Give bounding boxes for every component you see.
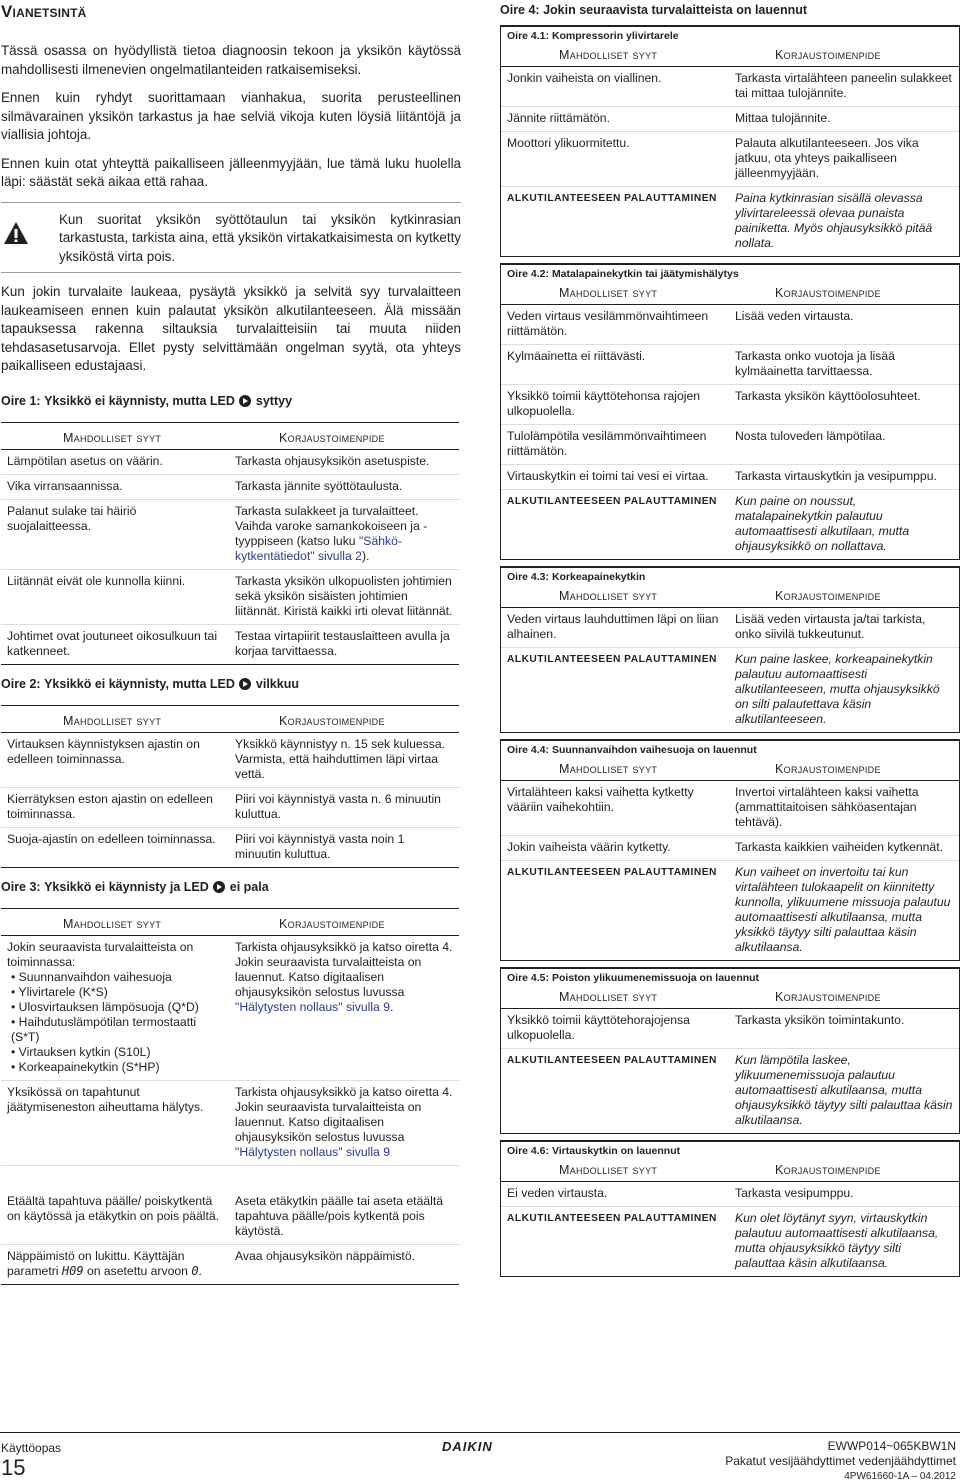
subsection-label: Oire 4.5: Poiston ylikuumenemissuoja on lauennut: [507, 972, 760, 984]
oire4-1-box: [500, 25, 960, 257]
col-header-causes: Mahdolliset syyt: [1, 422, 229, 449]
subsection-label: Oire 4.3: Korkeapainekytkin: [507, 571, 646, 583]
table-row: Etäältä tapahtuva päälle/ poiskytkentä on käytössä ja etäkytkin on pois päältä. Aseta etäkytkin päälle tai aseta etäältä tapahtuva päälle/pois kytkentä pois käytöstä.: [1, 1165, 459, 1244]
col-header-actions: Korjaustoimenpide: [229, 422, 459, 449]
cross-reference-link[interactable]: "Hälytysten nollaus" sivulla 9: [235, 1144, 390, 1159]
table-row: Kierrätyksen eston ajastin on edelleen toiminnassa. Piiri voi käynnistyä vasta n. 6 minuutin kuluttua.: [1, 787, 459, 827]
col-header-actions: Korjaustoimenpide: [729, 282, 959, 305]
brand-logo: DAIKIN: [442, 1439, 493, 1454]
list-item: • Ulosvirtauksen lämpösuoja (Q*D): [11, 1000, 223, 1015]
led-indicator-icon: [239, 395, 251, 407]
table-row: Ei veden virtausta. Tarkasta vesipumppu.: [501, 1182, 959, 1207]
subsection-label: Oire 4.2: Matalapainekytkin tai jäätymishälytys: [507, 268, 739, 280]
table-row: Kylmäainetta ei riittävästi. Tarkasta onko vuotoja ja lisää kylmäainetta tarvittaessa.: [501, 345, 959, 385]
oire2-table: [1, 705, 459, 868]
oire4-title: Oire 4: Jokin seuraavista turvalaitteista on lauennut: [500, 3, 808, 17]
table-row: Lämpötilan asetus on väärin. Tarkasta ohjausyksikön asetuspiste.: [1, 449, 459, 474]
reset-row: ALKUTILANTEESEEN PALAUTTAMINEN Kun paine on noussut, matalapainekytkin palautuu automaattisesti alkutilaan, mutta ohjausyksikkö on nollattava.: [501, 490, 959, 560]
col-header-actions: Korjaustoimenpide: [729, 585, 959, 608]
list-item: • Ylivirtarele (K*S): [11, 985, 223, 1000]
oire1-table: [1, 422, 459, 665]
oire4-5-box: [500, 967, 960, 1134]
list-item: • Suunnanvaihdon vaihesuoja: [11, 970, 223, 985]
segment-display-value: H09: [61, 1263, 84, 1278]
page-footer: [0, 1432, 960, 1481]
table-row: Yksikkö toimii käyttötehorajojensa ulkopuolella. Tarkasta yksikön toimintakunto.: [501, 1009, 959, 1049]
col-header-causes: Mahdolliset syyt: [1, 705, 229, 732]
col-header-causes: Mahdolliset syyt: [1, 908, 229, 935]
col-header-causes: Mahdolliset syyt: [501, 1159, 729, 1182]
col-header-causes: Mahdolliset syyt: [501, 986, 729, 1009]
right-column: [500, 0, 960, 1283]
table-row: Vika virransaannissa. Tarkasta jännite syöttötaulusta.: [1, 474, 459, 499]
table-row: Yksikkö toimii käyttötehonsa rajojen ulkopuolella. Tarkasta yksikön käyttöolosuhteet.: [501, 385, 959, 425]
page-number: 15: [1, 1455, 26, 1480]
product-name: Pakatut vesijäähdyttimet vedenjäähdyttimet: [725, 1454, 956, 1468]
oire4-3-box: [500, 566, 960, 733]
oire4-6-box: [500, 1140, 960, 1277]
safety-paragraph: Kun jokin turvalaite laukeaa, pysäytä yksikkö ja selvitä syy turvalaitteen laukeamiseen ennen kuin palautat yksikön alkutilanteeseen. Älä missään tapauksessa rakenna siltauksia turvalaitteisiin tai muuta niiden tehdasasetusarvoja. Ellet pysty selvittämään ongelman syytä, ota yhteys paikalliseen edustajaasi.: [1, 284, 461, 373]
col-header-actions: Korjaustoimenpide: [229, 908, 459, 935]
list-item: • Haihdutuslämpötilan termostaatti (S*T): [11, 1015, 223, 1045]
col-header-causes: Mahdolliset syyt: [501, 44, 729, 67]
led-indicator-icon: [239, 678, 251, 690]
table-row: Tulolämpötila vesilämmönvaihtimeen riittämätön. Nosta tuloveden lämpötilaa.: [501, 425, 959, 465]
led-indicator-icon: [213, 881, 225, 893]
document-code: 4PW61660-1A – 04.2012: [844, 1471, 956, 1481]
list-item: • Korkeapainekytkin (S*HP): [11, 1060, 223, 1075]
footer-manual-label: Käyttöopas: [1, 1441, 62, 1455]
cross-reference-link[interactable]: "Hälytysten nollaus" sivulla 9: [235, 999, 390, 1014]
table-row: Yksikössä on tapahtunut jäätymiseneston aiheuttama hälytys. Tarkista ohjausyksikkö ja katso oiretta 4. Jokin seuraavista turvalaitteista on lauennut. Katso digitaalisen ohjausyksikön selostus luvussa "Hälytysten nollaus" sivulla 9: [1, 1080, 459, 1165]
oire4-4-box: [500, 739, 960, 961]
table-row: Jonkin vaiheista on viallinen. Tarkasta virtalähteen paneelin sulakkeet tai mittaa tulojännite.: [501, 67, 959, 107]
reset-row: ALKUTILANTEESEEN PALAUTTAMINEN Kun lämpötila laskee, ylikuumenemissuoja palautuu automaattisesti alkutilaansa, mutta ohjausyksikkö täytyy silti palauttaa käsin alkutilaansa.: [501, 1049, 959, 1134]
section-title: Vianetsintä: [1, 2, 87, 21]
warning-box: [1, 202, 461, 274]
oire3-title: Oire 3: Yksikkö ei käynnisty ja LED ei pala: [1, 879, 269, 894]
model-code: EWWP014~065KBW1N: [827, 1439, 956, 1453]
reset-row: ALKUTILANTEESEEN PALAUTTAMINEN Kun vaiheet on invertoitu tai kun virtalähteen tulokaapelit on kiinnitetty kunnolla, ylikuumene missuoja palautuu automaattisesti alkutilaansa, mutta yksikkö täytyy silti palauttaa käsin alkutilaansa.: [501, 861, 959, 961]
left-column: [1, 0, 461, 1285]
table-row: Virtalähteen kaksi vaihetta kytketty vääriin vaihekohtiin. Invertoi virtalähteen kaksi vaihetta (ammattitaitoisen sähköasentajan tehtävä).: [501, 781, 959, 836]
list-item: • Virtauksen kytkin (S10L): [11, 1045, 223, 1060]
table-row: Jokin vaiheista väärin kytketty. Tarkasta kaikkien vaiheiden kytkennät.: [501, 836, 959, 861]
table-row: Jännite riittämätön. Mittaa tulojännite.: [501, 107, 959, 132]
warning-text: Kun suoritat yksikön syöttötaulun tai yksikön kytkinrasian tarkastusta, tarkista aina, että yksikön virtakatkaisimesta on kytketty yksiköstä virta pois.: [59, 211, 461, 264]
col-header-actions: Korjaustoimenpide: [229, 705, 459, 732]
oire3-table: [1, 908, 459, 1285]
col-header-causes: Mahdolliset syyt: [501, 282, 729, 305]
oire4-2-box: [500, 263, 960, 560]
warning-triangle-icon: [1, 211, 59, 267]
col-header-causes: Mahdolliset syyt: [501, 585, 729, 608]
safety-device-list: [7, 970, 223, 1075]
col-header-actions: Korjaustoimenpide: [729, 986, 959, 1009]
footer-doc-info: [725, 1439, 956, 1481]
table-row: Suoja-ajastin on edelleen toiminnassa. Piiri voi käynnistyä vasta noin 1 minuutin kuluttua.: [1, 827, 459, 867]
intro-paragraph-2: Ennen kuin ryhdyt suorittamaan vianhakua, suorita perusteellinen silmävarainen yksikön tarkastus ja hae selviä vikoja kuten löysiä liitäntöjä ja viallisia johtoja.: [1, 90, 461, 142]
table-row: Virtauksen käynnistyksen ajastin on edelleen toiminnassa. Yksikkö käynnistyy n. 15 sek kuluessa. Varmista, että haihduttimen läpi virtaa vettä.: [1, 732, 459, 787]
table-row: Palanut sulake tai häiriö suojalaitteessa. Tarkasta sulakkeet ja turvalaitteet. Vaihda varoke samankokoiseen ja -tyyppiseen (katso luku "Sähkö-kytkentätiedot" sivulla 2).: [1, 499, 459, 569]
table-row: Virtauskytkin ei toimi tai vesi ei virtaa. Tarkasta virtauskytkin ja vesipumppu.: [501, 465, 959, 490]
table-row: Liitännät eivät ole kunnolla kiinni. Tarkasta yksikön ulkopuolisten johtimien sekä yksikön sisäisten johtimien liitännät. Kiristä kaikki irti olevat liitännät.: [1, 569, 459, 624]
table-row: Johtimet ovat joutuneet oikosulkuun tai katkenneet. Testaa virtapiirit testauslaitteen avulla ja korjaa tarvittaessa.: [1, 624, 459, 664]
table-row: Moottori ylikuormitettu. Palauta alkutilanteeseen. Jos vika jatkuu, ota yhteys paikalliseen jälleenmyyjään.: [501, 132, 959, 187]
intro-paragraph-3: Ennen kuin otat yhteyttä paikalliseen jälleenmyyjään, lue tämä luku huolella läpi: säästät sekä aikaa että rahaa.: [1, 155, 461, 189]
table-row: Jokin seuraavista turvalaitteista on toiminnassa: • Suunnanvaihdon vaihesuoja • Ylivirtarele (K*S) • Ulosvirtauksen lämpösuoja (Q*D) • Haihdutuslämpötilan termostaatti (S*T) • Virtauksen kytkin (S10L) • Korkeapainekytkin (S*HP) Tarkista ohjausyksikkö ja katso oiretta 4. Jokin seuraavista turvalaitteista on lauennut. Katso digitaalisen ohjausyksikön selostus luvussa "Hälytysten nollaus" sivulla 9.: [1, 935, 459, 1080]
col-header-actions: Korjaustoimenpide: [729, 1159, 959, 1182]
table-row: Veden virtaus vesilämmönvaihtimeen riittämätön. Lisää veden virtausta.: [501, 305, 959, 345]
intro-paragraph-1: Tässä osassa on hyödyllistä tietoa diagnoosin tekoon ja yksikön käytössä mahdollisesti ilmenevien ongelmatilanteiden ratkaisemiseksi.: [1, 43, 461, 77]
reset-row: ALKUTILANTEESEEN PALAUTTAMINEN Kun paine laskee, korkeapainekytkin palautuu automaattisesti alkutilanteeseen, mutta ohjausyksikkö on silti palautettava käsin alkutilanteeseen.: [501, 648, 959, 733]
col-header-causes: Mahdolliset syyt: [501, 758, 729, 781]
col-header-actions: Korjaustoimenpide: [729, 44, 959, 67]
col-header-actions: Korjaustoimenpide: [729, 758, 959, 781]
table-row: Näppäimistö on lukittu. Käyttäjän parametri H09 on asetettu arvoon 0. Avaa ohjausyksikön näppäimistö.: [1, 1244, 459, 1284]
oire1-title: Oire 1: Yksikkö ei käynnisty, mutta LED syttyy: [1, 393, 293, 408]
reset-row: ALKUTILANTEESEEN PALAUTTAMINEN Paina kytkinrasian sisällä olevassa ylivirtareleessä olevaa punaista painiketta. Myös ohjausyksikkö pitää nollata.: [501, 187, 959, 257]
reset-row: ALKUTILANTEESEEN PALAUTTAMINEN Kun olet löytänyt syyn, virtauskytkin palautuu automaattisesti alkutilaansa, mutta ohjausyksikkö täytyy silti palauttaa käsin alkutilaansa.: [501, 1207, 959, 1277]
oire2-title: Oire 2: Yksikkö ei käynnisty, mutta LED vilkkuu: [1, 676, 299, 691]
subsection-label: Oire 4.4: Suunnanvaihdon vaihesuoja on lauennut: [507, 744, 757, 756]
cross-reference-link[interactable]: "Sähkö-kytkentätiedot" sivulla 2: [235, 533, 402, 563]
table-row: Veden virtaus lauhduttimen läpi on liian alhainen. Lisää veden virtausta ja/tai tarkista, onko siivilä tukkeutunut.: [501, 608, 959, 648]
segment-display-value: 0: [191, 1263, 199, 1278]
subsection-label: Oire 4.6: Virtauskytkin on lauennut: [507, 1145, 681, 1157]
subsection-label: Oire 4.1: Kompressorin ylivirtarele: [507, 30, 679, 42]
